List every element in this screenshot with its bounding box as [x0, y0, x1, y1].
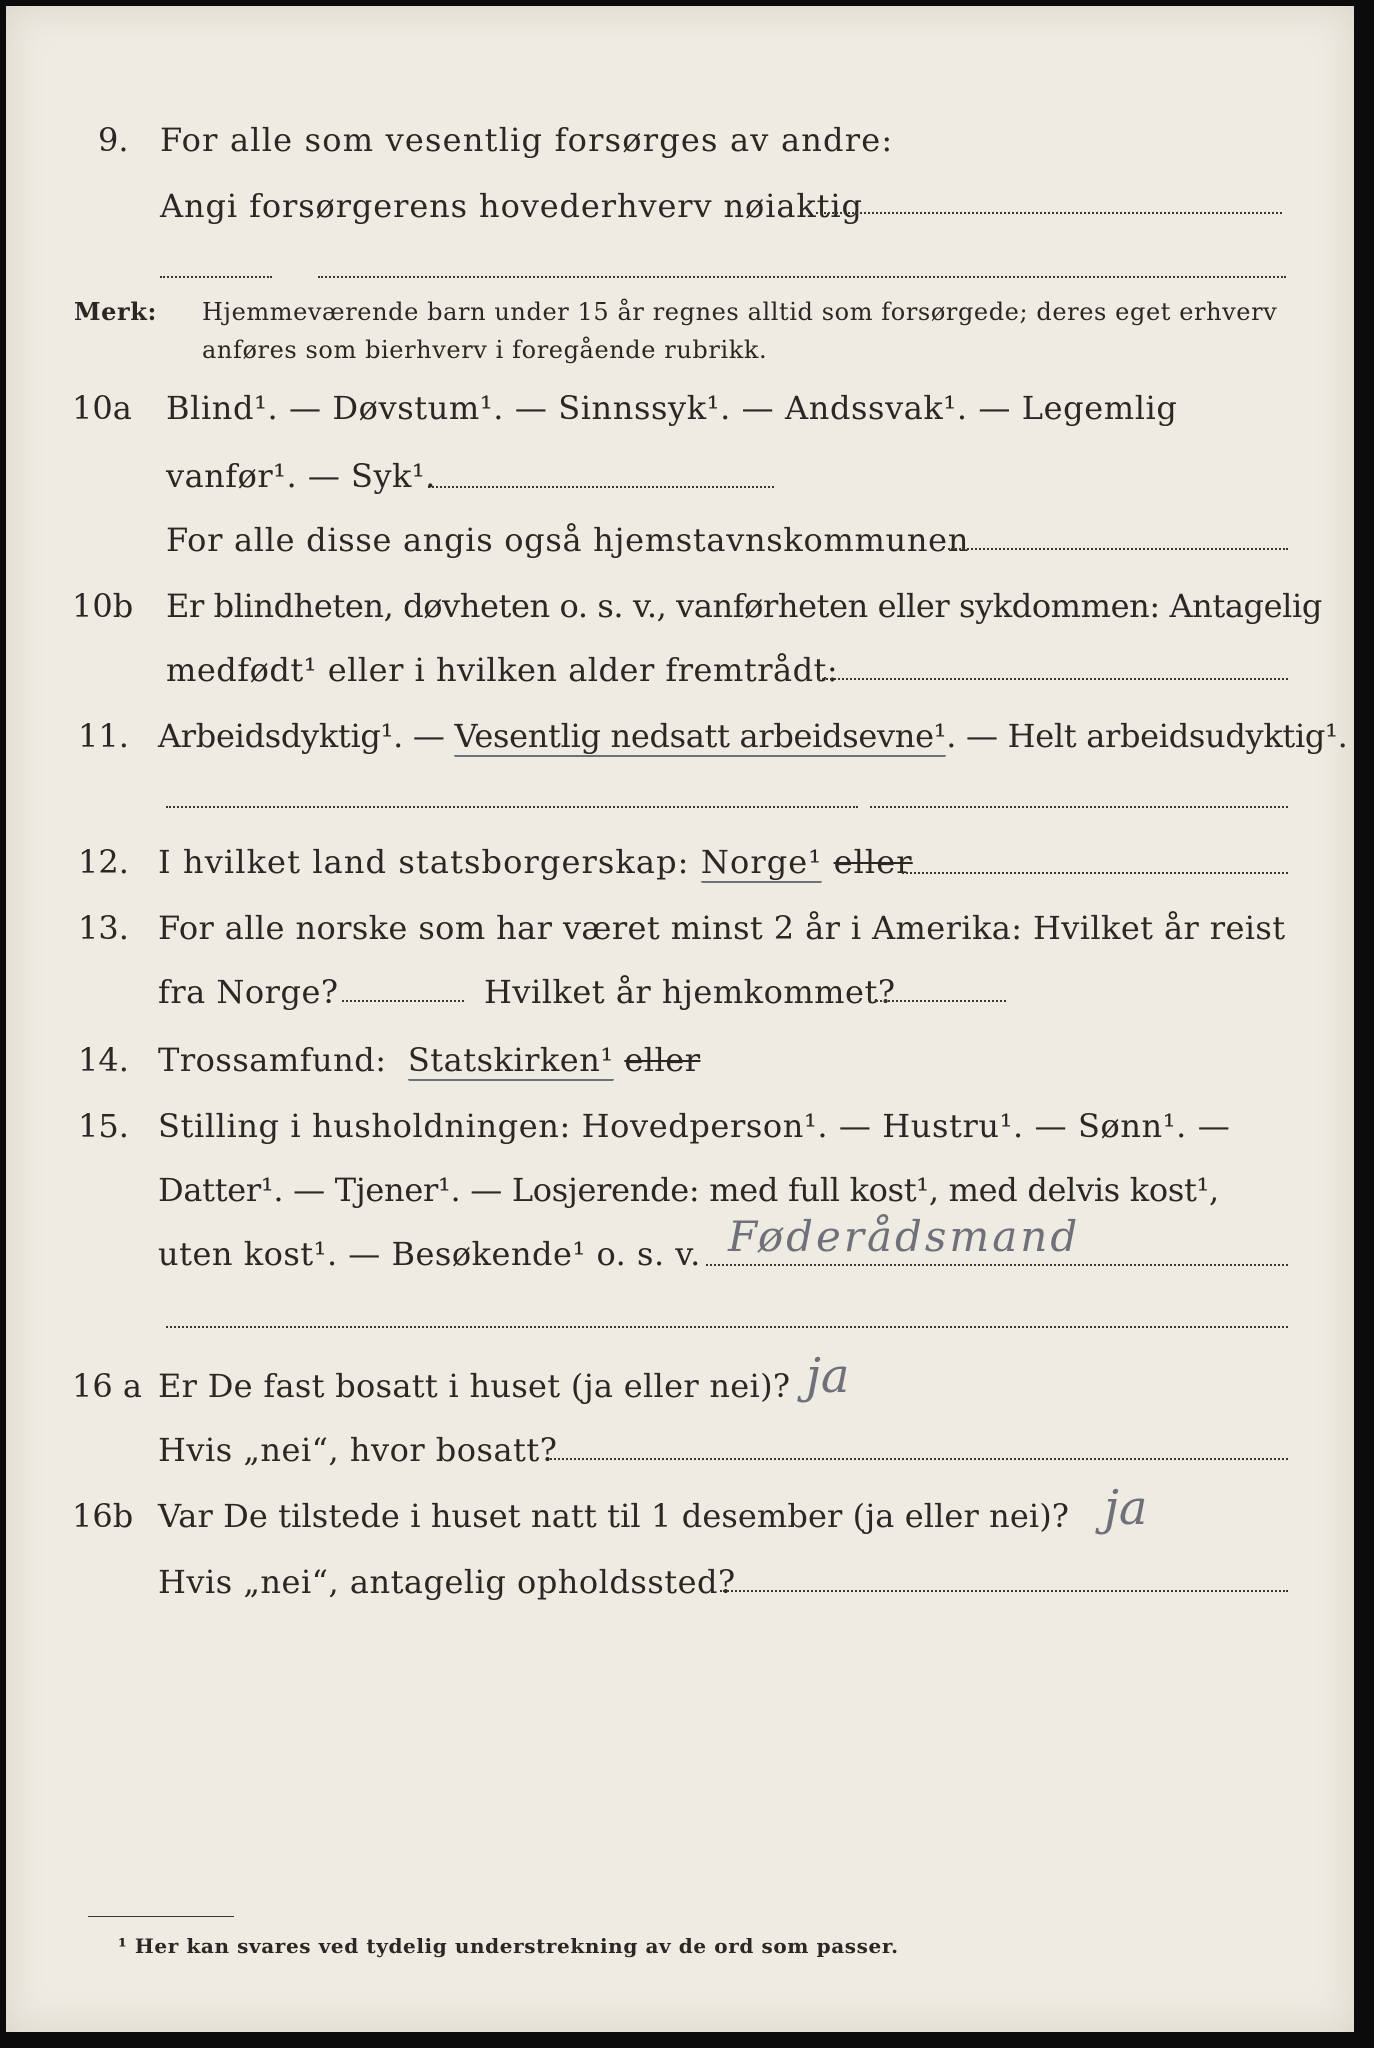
q12-option-norge: Norge¹ — [700, 843, 823, 881]
q11-line — [158, 716, 1348, 756]
q10b-line2: medfødt¹ eller i hvilken alder fremtrådt: — [166, 651, 839, 689]
q9-extra-line-2[interactable] — [318, 276, 1286, 278]
q16a-line2: Hvis „nei“, hvor bosatt? — [158, 1431, 558, 1469]
q16b-line1: Var De tilstede i huset natt til 1 desember (ja eller nei)? — [158, 1497, 1070, 1535]
q11-extra-line-1[interactable] — [166, 806, 858, 808]
q10a-line1: Blind¹. — Døvstum¹. — Sinnssyk¹. — Andssvak¹. — Legemlig — [166, 389, 1178, 427]
census-form-page — [6, 6, 1354, 2032]
q10b-line1: Er blindheten, døvheten o. s. v., vanførheten eller sykdommen: Antagelig — [166, 587, 1322, 625]
q16b-line2: Hvis „nei“, antagelig opholdssted? — [158, 1563, 736, 1601]
q10a-syk-line[interactable] — [428, 486, 774, 488]
q10a-kommune-line[interactable] — [948, 548, 1288, 550]
q16a-number: 16 a — [72, 1367, 142, 1405]
q11-part2: . — Helt arbeidsudyktig¹. — [946, 717, 1348, 755]
q11-extra-line-2[interactable] — [870, 806, 1288, 808]
q15-line1: Stilling i husholdningen: Hovedperson¹. — Hustru¹. — Sønn¹. — — [158, 1107, 1231, 1145]
q11-underlined-option: Vesentlig nedsatt arbeidsevne¹ — [454, 717, 947, 755]
q12-text: I hvilket land statsborgerskap: — [158, 843, 690, 881]
q13-reist-line[interactable] — [342, 1000, 464, 1002]
q9-number: 9. — [98, 121, 129, 159]
q14-text: Trossamfund: — [158, 1041, 387, 1079]
q14-struck-eller: eller — [624, 1041, 701, 1079]
q9-line2: Angi forsørgerens hovederhverv nøiaktig — [160, 187, 863, 225]
q13-hjemkommet-line[interactable] — [876, 1000, 1006, 1002]
q15-number: 15. — [78, 1107, 129, 1145]
q13-line1: For alle norske som har været minst 2 år i Amerika: Hvilket år reist — [158, 909, 1286, 947]
q16a-line1: Er De fast bosatt i huset (ja eller nei)? — [158, 1367, 791, 1405]
merk-line1: Hjemmeværende barn under 15 år regnes alltid som forsørgede; deres eget erhverv — [202, 298, 1278, 326]
q12-line — [158, 842, 913, 882]
footnote-rule — [88, 1916, 234, 1917]
q10a-number: 10a — [72, 389, 132, 427]
q14-line — [158, 1040, 700, 1080]
merk-line2: anføres som bierhverv i foregående rubrikk. — [202, 336, 768, 364]
q9-line1: For alle som vesentlig forsørges av andre: — [160, 121, 894, 159]
q13-number: 13. — [78, 909, 129, 947]
q15-extra-line[interactable] — [166, 1326, 1288, 1328]
q10b-number: 10b — [72, 587, 134, 625]
q16a-handwritten-answer: ja — [806, 1348, 850, 1404]
q10b-answer-line[interactable] — [818, 678, 1288, 680]
q14-option-statskirken: Statskirken¹ — [407, 1041, 614, 1079]
q11-number: 11. — [78, 717, 129, 755]
footnote-text: ¹ Her kan svares ved tydelig understrekning av de ord som passer. — [118, 1934, 899, 1958]
q16b-answer-line[interactable] — [720, 1590, 1288, 1592]
q13-line2b: Hvilket år hjemkommet? — [484, 973, 896, 1011]
q12-answer-line[interactable] — [902, 872, 1288, 874]
q14-number: 14. — [78, 1041, 129, 1079]
q15-answer-line[interactable] — [706, 1264, 1288, 1266]
q12-number: 12. — [78, 843, 129, 881]
merk-label: Merk: — [74, 297, 157, 326]
q10a-line2: vanfør¹. — Syk¹. — [166, 457, 436, 495]
q15-line2: Datter¹. — Tjener¹. — Losjerende: med full kost¹, med delvis kost¹, — [158, 1171, 1219, 1209]
q10a-line3: For alle disse angis også hjemstavnskommunen — [166, 521, 970, 559]
q15-line3: uten kost¹. — Besøkende¹ o. s. v. — [158, 1235, 701, 1273]
q16b-handwritten-answer: ja — [1104, 1480, 1148, 1536]
q12-struck-eller: eller — [833, 843, 913, 881]
q16a-answer-line[interactable] — [550, 1458, 1288, 1460]
q11-part1: Arbeidsdyktig¹. — — [158, 717, 455, 755]
q9-extra-line-1[interactable] — [160, 276, 272, 278]
q16b-number: 16b — [72, 1497, 134, 1535]
q13-line2a: fra Norge? — [158, 973, 339, 1011]
q9-answer-line[interactable] — [816, 212, 1282, 214]
q15-handwritten-answer: Føderådsmand — [728, 1212, 1081, 1261]
